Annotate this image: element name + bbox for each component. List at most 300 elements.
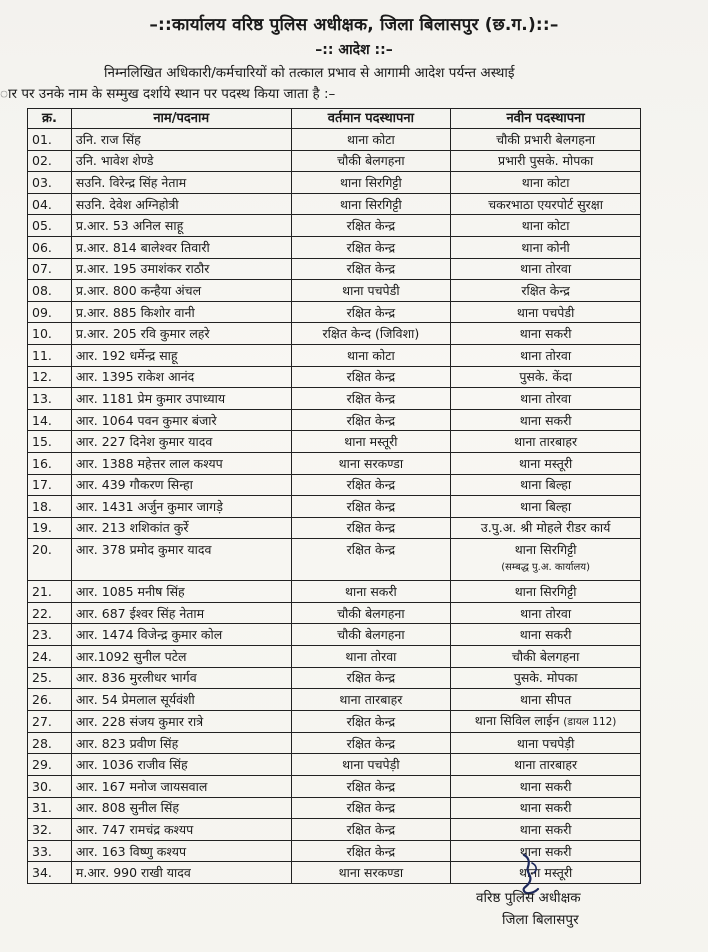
row-current-posting	[291, 452, 451, 474]
row-current-posting-text: रक्षित केन्द्र	[346, 822, 396, 838]
header-name: नाम/पदनाम	[71, 109, 291, 129]
row-serial	[28, 776, 72, 798]
table-row	[28, 732, 641, 754]
row-new-posting	[451, 732, 641, 754]
row-new-posting	[451, 496, 641, 518]
row-new-posting-text: पुसके. मोपका	[513, 670, 578, 686]
row-current-posting-text: रक्षित केन्द्र	[346, 542, 396, 558]
table-row	[28, 754, 641, 776]
row-serial	[28, 754, 72, 776]
row-current-posting	[291, 431, 451, 453]
row-new-posting-suffix: (डायल 112)	[563, 715, 617, 728]
row-current-posting	[291, 496, 451, 518]
row-serial	[28, 129, 72, 151]
row-name	[71, 193, 291, 215]
row-name-text: आर. 227 दिनेश कुमार यादव	[75, 434, 213, 450]
row-new-posting	[451, 517, 641, 539]
row-new-posting-text: थाना कोटा	[521, 218, 570, 234]
row-current-posting-text: रक्षित केन्द्र	[346, 778, 396, 794]
row-serial	[28, 452, 72, 474]
row-serial	[28, 301, 72, 323]
row-serial-text: 05.	[32, 218, 52, 234]
row-name	[71, 602, 291, 624]
row-current-posting-text: थाना सिरगिट्टी	[339, 174, 402, 190]
row-current-posting-text: रक्षित केन्द्र	[346, 670, 396, 686]
table-row	[28, 710, 641, 732]
row-current-posting	[291, 280, 451, 302]
row-serial-text: 27.	[32, 713, 52, 729]
row-new-posting-text: चकरभाठा एयरपोर्ट सुरक्षा	[488, 196, 603, 212]
row-serial	[28, 172, 72, 194]
row-serial	[28, 539, 72, 581]
row-current-posting-text: चौकी बेलगहना	[337, 605, 405, 621]
row-serial-text: 22.	[32, 605, 52, 621]
row-name-text: आर. 687 ईश्वर सिंह नेताम	[75, 605, 205, 621]
row-new-posting-text: थाना सकरी	[519, 800, 572, 816]
row-new-posting-text: थाना सिरगिट्टी	[514, 542, 577, 558]
row-new-posting-text: थाना कोटा	[521, 174, 570, 190]
row-name-text: सउनि. विरेन्द्र सिंह नेताम	[75, 174, 187, 190]
row-serial-text: 34.	[32, 865, 52, 881]
table-row	[28, 431, 641, 453]
table-row	[28, 236, 641, 258]
row-current-posting	[291, 388, 451, 410]
row-serial	[28, 602, 72, 624]
row-new-posting-text: थाना सीपत	[519, 692, 572, 708]
row-serial-text: 19.	[32, 520, 52, 536]
row-new-posting	[451, 258, 641, 280]
row-serial	[28, 732, 72, 754]
row-serial-text: 12.	[32, 369, 52, 385]
row-name-text: आर. 167 मनोज जायसवाल	[75, 778, 208, 794]
row-new-posting	[451, 776, 641, 798]
row-serial	[28, 840, 72, 862]
row-name	[71, 776, 291, 798]
order-heading: –:: आदेश ::–	[315, 42, 393, 58]
row-new-posting-text: चौकी बेलगहना	[511, 648, 580, 664]
row-new-posting	[451, 646, 641, 668]
row-current-posting	[291, 366, 451, 388]
row-current-posting	[291, 581, 451, 603]
row-new-posting-text: थाना मस्तूरी	[519, 865, 573, 881]
table-row	[28, 602, 641, 624]
row-name	[71, 754, 291, 776]
row-serial-text: 29.	[32, 757, 52, 773]
row-serial-text: 33.	[32, 843, 52, 859]
row-serial-text: 26.	[32, 692, 52, 708]
table-row	[28, 215, 641, 237]
row-new-posting-text: थाना तारबाहर	[514, 757, 578, 773]
row-name	[71, 452, 291, 474]
row-current-posting	[291, 710, 451, 732]
row-current-posting	[291, 840, 451, 862]
table-row	[28, 517, 641, 539]
row-serial	[28, 624, 72, 646]
row-current-posting-text: रक्षित केन्द्र	[346, 239, 396, 255]
row-current-posting	[291, 602, 451, 624]
row-serial-text: 06.	[32, 239, 52, 255]
row-serial	[28, 366, 72, 388]
row-name-text: प्र.आर. 814 बालेश्वर तिवारी	[75, 239, 210, 255]
row-new-posting	[451, 388, 641, 410]
row-serial-text: 01.	[32, 131, 52, 147]
row-current-posting-text: थाना पचपेडी	[342, 282, 400, 298]
signatory-district: जिला बिलासपुर	[502, 912, 579, 928]
row-name	[71, 258, 291, 280]
row-serial-text: 04.	[32, 196, 52, 212]
table-row	[28, 862, 641, 884]
row-name	[71, 129, 291, 151]
row-new-posting-text: थाना सकरी	[519, 326, 572, 342]
row-serial-text: 28.	[32, 735, 52, 751]
row-name-text: आर. 1036 राजीव सिंह	[75, 757, 188, 773]
table-body	[28, 129, 641, 884]
row-new-posting	[451, 129, 641, 151]
row-name-text: आर. 192 धर्मेन्द्र साहू	[75, 347, 178, 363]
row-serial-text: 21.	[32, 584, 52, 600]
row-current-posting	[291, 732, 451, 754]
row-current-posting	[291, 689, 451, 711]
row-name	[71, 710, 291, 732]
row-current-posting-text: रक्षित केन्द्र	[346, 713, 396, 729]
row-serial-text: 02.	[32, 153, 52, 169]
row-name	[71, 581, 291, 603]
row-serial-text: 10.	[32, 326, 52, 342]
row-current-posting-text: थाना सकरी	[344, 584, 397, 600]
row-new-posting-text: थाना बिल्हा	[520, 477, 572, 493]
row-name-text: आर. 747 रामचंद्र कश्यप	[75, 822, 194, 838]
row-current-posting-text: रक्षित केन्द्र	[346, 369, 396, 385]
row-serial	[28, 280, 72, 302]
row-serial-text: 32.	[32, 822, 52, 838]
row-name	[71, 344, 291, 366]
row-new-posting-text: थाना सकरी	[519, 412, 572, 428]
row-current-posting	[291, 301, 451, 323]
row-new-posting	[451, 581, 641, 603]
row-name	[71, 840, 291, 862]
row-current-posting-text: रक्षित केन्द्र	[346, 520, 396, 536]
table-row	[28, 172, 641, 194]
row-new-posting-text: रक्षित केन्द्र	[521, 282, 570, 298]
row-new-posting	[451, 710, 641, 732]
row-new-posting	[451, 797, 641, 819]
row-current-posting	[291, 215, 451, 237]
row-name	[71, 689, 291, 711]
row-name-text: आर. 808 सुनील सिंह	[75, 800, 179, 816]
row-new-posting-text: चौकी प्रभारी बेलगहना	[496, 131, 596, 147]
row-name-text: आर. 378 प्रमोद कुमार यादव	[75, 542, 212, 558]
table-row	[28, 258, 641, 280]
row-serial	[28, 710, 72, 732]
row-new-posting-text: थाना तारबाहर	[514, 434, 578, 450]
row-name-text: आर. 54 प्रेमलाल सूर्यवंशी	[75, 692, 195, 708]
row-name-text: आर. 836 मुरलीधर भार्गव	[75, 670, 197, 686]
row-name	[71, 496, 291, 518]
row-new-posting-text: थाना सकरी	[519, 778, 572, 794]
row-name-text: प्र.आर. 800 कन्हैया अंचल	[75, 282, 202, 298]
row-current-posting-text: थाना सिरगिट्टी	[339, 196, 402, 212]
row-serial-text: 23.	[32, 627, 52, 643]
row-new-posting-text: थाना सकरी	[519, 822, 572, 838]
table-row	[28, 624, 641, 646]
row-name	[71, 366, 291, 388]
row-serial	[28, 388, 72, 410]
row-serial-text: 15.	[32, 434, 52, 450]
row-current-posting	[291, 344, 451, 366]
row-name-text: आर. 1085 मनीष सिंह	[75, 584, 185, 600]
intro-line-1: निम्नलिखित अधिकारी/कर्मचारियों को तत्काल प्रभाव से आगामी आदेश पर्यन्त अस्थाई	[104, 65, 515, 81]
row-new-posting-text: थाना तोरवा	[520, 605, 572, 621]
row-new-posting-text: थाना पचपेड़ी	[516, 735, 575, 751]
row-name-text: उनि. भावेश शेण्डे	[75, 153, 154, 169]
row-new-posting-text: थाना कोनी	[521, 239, 570, 255]
row-current-posting	[291, 150, 451, 172]
row-current-posting-text: रक्षित केन्द (जिविशा)	[322, 326, 420, 342]
row-name	[71, 323, 291, 345]
row-new-posting	[451, 819, 641, 841]
row-name	[71, 797, 291, 819]
row-new-posting	[451, 301, 641, 323]
row-name	[71, 819, 291, 841]
row-new-posting-text: थाना सिरगिट्टी	[514, 584, 577, 600]
row-serial-text: 03.	[32, 174, 52, 190]
table-row	[28, 840, 641, 862]
row-current-posting	[291, 172, 451, 194]
row-current-posting	[291, 409, 451, 431]
row-new-posting	[451, 840, 641, 862]
row-current-posting-text: रक्षित केन्द्र	[346, 843, 396, 859]
row-name	[71, 862, 291, 884]
table-row	[28, 150, 641, 172]
row-new-posting	[451, 431, 641, 453]
row-name-text: आर. 228 संजय कुमार रात्रे	[75, 713, 204, 729]
row-new-posting-text: थाना सकरी	[519, 627, 572, 643]
table-row	[28, 366, 641, 388]
row-serial	[28, 344, 72, 366]
row-new-posting	[451, 172, 641, 194]
row-current-posting-text: रक्षित केन्द्र	[346, 218, 396, 234]
row-name	[71, 215, 291, 237]
table-row	[28, 280, 641, 302]
table-row	[28, 388, 641, 410]
row-current-posting	[291, 193, 451, 215]
row-new-posting	[451, 215, 641, 237]
row-name-text: आर. 823 प्रवीण सिंह	[75, 735, 179, 751]
row-new-posting	[451, 452, 641, 474]
table-row	[28, 797, 641, 819]
row-current-posting-text: थाना मस्तूरी	[344, 434, 398, 450]
table-row	[28, 496, 641, 518]
row-current-posting	[291, 517, 451, 539]
row-name-text: आर. 439 गौकरण सिन्हा	[75, 477, 193, 493]
row-current-posting-text: थाना तोरवा	[345, 648, 397, 664]
row-serial-text: 11.	[32, 347, 52, 363]
header-new-posting: नवीन पदस्थापना	[451, 109, 641, 129]
row-current-posting-text: रक्षित केन्द्र	[346, 412, 396, 428]
row-serial	[28, 581, 72, 603]
row-name	[71, 150, 291, 172]
row-current-posting-text: थाना सरकण्डा	[338, 865, 404, 881]
row-current-posting	[291, 129, 451, 151]
row-new-posting	[451, 754, 641, 776]
row-name	[71, 517, 291, 539]
table-row	[28, 323, 641, 345]
row-name-text: आर. 1395 राकेश आनंद	[75, 369, 195, 385]
row-new-posting	[451, 602, 641, 624]
row-serial-text: 16.	[32, 455, 52, 471]
row-new-posting	[451, 689, 641, 711]
row-current-posting-text: रक्षित केन्द्र	[346, 477, 396, 493]
row-name-text: सउनि. देवेश अग्निहोत्री	[75, 196, 179, 212]
row-current-posting	[291, 797, 451, 819]
row-serial	[28, 819, 72, 841]
row-serial-text: 08.	[32, 282, 52, 298]
row-new-posting	[451, 409, 641, 431]
signatory-designation: वरिष्ठ पुलिस अधीक्षक	[476, 890, 581, 906]
row-new-posting	[451, 344, 641, 366]
row-serial	[28, 496, 72, 518]
row-name-text: आर. 1474 विजेन्द्र कुमार कोल	[75, 627, 223, 643]
intro-line-2: ार पर उनके नाम के सम्मुख दर्शाये स्थान पर पदस्थ किया जाता है :–	[0, 86, 336, 102]
row-new-posting-text: थाना तोरवा	[520, 261, 572, 277]
row-name	[71, 236, 291, 258]
row-current-posting-text: रक्षित केन्द्र	[346, 390, 396, 406]
row-new-posting-text: थाना सिविल लाईन	[474, 712, 560, 728]
row-new-posting-note: (सम्बद्ध पु.अ. कार्यालय)	[501, 562, 590, 574]
row-serial-text: 13.	[32, 390, 52, 406]
row-name-text: प्र.आर. 205 रवि कुमार लहरे	[75, 326, 210, 342]
row-serial	[28, 323, 72, 345]
row-new-posting	[451, 280, 641, 302]
row-serial	[28, 150, 72, 172]
row-new-posting-text: थाना तोरवा	[520, 390, 572, 406]
row-current-posting-text: रक्षित केन्द्र	[346, 498, 396, 514]
table-row	[28, 301, 641, 323]
header-current-posting: वर्तमान पदस्थापना	[291, 109, 451, 129]
row-serial-text: 30.	[32, 778, 52, 794]
row-new-posting	[451, 862, 641, 884]
row-current-posting	[291, 539, 451, 581]
row-new-posting	[451, 624, 641, 646]
row-name	[71, 301, 291, 323]
row-new-posting-text: प्रभारी पुसके. मोपका	[497, 153, 594, 169]
row-serial	[28, 431, 72, 453]
table-row	[28, 129, 641, 151]
row-name	[71, 646, 291, 668]
row-new-posting-text: उ.पु.अ. श्री मोहले रीडर कार्य	[480, 520, 611, 536]
row-serial-text: 07.	[32, 261, 52, 277]
row-current-posting-text: थाना तारबाहर	[339, 692, 403, 708]
row-current-posting	[291, 646, 451, 668]
row-current-posting-text: रक्षित केन्द्र	[346, 735, 396, 751]
row-name-text: उनि. राज सिंह	[75, 131, 141, 147]
row-new-posting	[451, 539, 641, 581]
row-name	[71, 732, 291, 754]
row-current-posting	[291, 667, 451, 689]
table-row	[28, 539, 641, 581]
row-new-posting-text: थाना मस्तूरी	[519, 455, 573, 471]
table-row	[28, 193, 641, 215]
table-row	[28, 452, 641, 474]
row-serial	[28, 667, 72, 689]
row-serial	[28, 862, 72, 884]
row-serial	[28, 797, 72, 819]
row-current-posting	[291, 624, 451, 646]
row-current-posting	[291, 862, 451, 884]
table-row	[28, 646, 641, 668]
row-current-posting	[291, 754, 451, 776]
row-new-posting	[451, 150, 641, 172]
row-current-posting	[291, 474, 451, 496]
row-current-posting-text: थाना कोटा	[346, 131, 395, 147]
row-name	[71, 431, 291, 453]
row-serial-text: 31.	[32, 800, 52, 816]
row-name-text: आर. 1431 अर्जुन कुमार जागड़े	[75, 498, 223, 514]
row-name-text: म.आर. 990 राखी यादव	[75, 865, 191, 881]
row-new-posting-text: थाना तोरवा	[520, 347, 572, 363]
row-new-posting-text: थाना सकरी	[519, 843, 572, 859]
row-serial-text: 14.	[32, 412, 52, 428]
row-current-posting-text: रक्षित केन्द्र	[346, 261, 396, 277]
row-new-posting-text: थाना पचपेडी	[516, 304, 575, 320]
row-new-posting	[451, 193, 641, 215]
table-row	[28, 581, 641, 603]
row-new-posting	[451, 323, 641, 345]
row-name-text: आर. 1388 महेत्तर लाल कश्यप	[75, 455, 223, 471]
row-name-text: आर.1092 सुनील पटेल	[75, 648, 187, 664]
row-name	[71, 172, 291, 194]
row-serial	[28, 193, 72, 215]
row-name	[71, 667, 291, 689]
row-name	[71, 539, 291, 581]
row-current-posting	[291, 236, 451, 258]
row-name	[71, 280, 291, 302]
row-new-posting	[451, 366, 641, 388]
row-name-text: आर. 213 शशिकांत कुर्रे	[75, 520, 189, 536]
row-name	[71, 474, 291, 496]
row-current-posting	[291, 258, 451, 280]
row-name-text: प्र.आर. 885 किशोर वानी	[75, 304, 195, 320]
table-row	[28, 409, 641, 431]
row-serial-text: 25.	[32, 670, 52, 686]
row-serial-text: 18.	[32, 498, 52, 514]
table-row	[28, 819, 641, 841]
office-heading: –::कार्यालय वरिष्ठ पुलिस अधीक्षक, जिला बिलासपुर (छ.ग.)::–	[149, 15, 559, 35]
row-new-posting-text: पुसके. केंदा	[519, 369, 572, 385]
table-row	[28, 667, 641, 689]
table-row	[28, 474, 641, 496]
row-serial	[28, 236, 72, 258]
row-current-posting-text: चौकी बेलगहना	[337, 153, 405, 169]
row-name-text: प्र.आर. 195 उमाशंकर राठौर	[75, 261, 210, 277]
row-current-posting-text: रक्षित केन्द्र	[346, 800, 396, 816]
row-current-posting	[291, 776, 451, 798]
table-header-row	[28, 109, 641, 129]
row-name	[71, 409, 291, 431]
row-serial	[28, 258, 72, 280]
row-current-posting-text: थाना कोटा	[346, 347, 395, 363]
row-name	[71, 388, 291, 410]
row-name-text: आर. 163 विष्णु कश्यप	[75, 843, 187, 859]
row-current-posting-text: रक्षित केन्द्र	[346, 304, 396, 320]
transfer-table	[27, 108, 641, 884]
row-current-posting	[291, 819, 451, 841]
header-serial: क्र.	[28, 109, 72, 129]
row-serial-text: 24.	[32, 648, 52, 664]
row-new-posting	[451, 667, 641, 689]
row-new-posting	[451, 236, 641, 258]
row-name-text: आर. 1064 पवन कुमार बंजारे	[75, 412, 217, 428]
